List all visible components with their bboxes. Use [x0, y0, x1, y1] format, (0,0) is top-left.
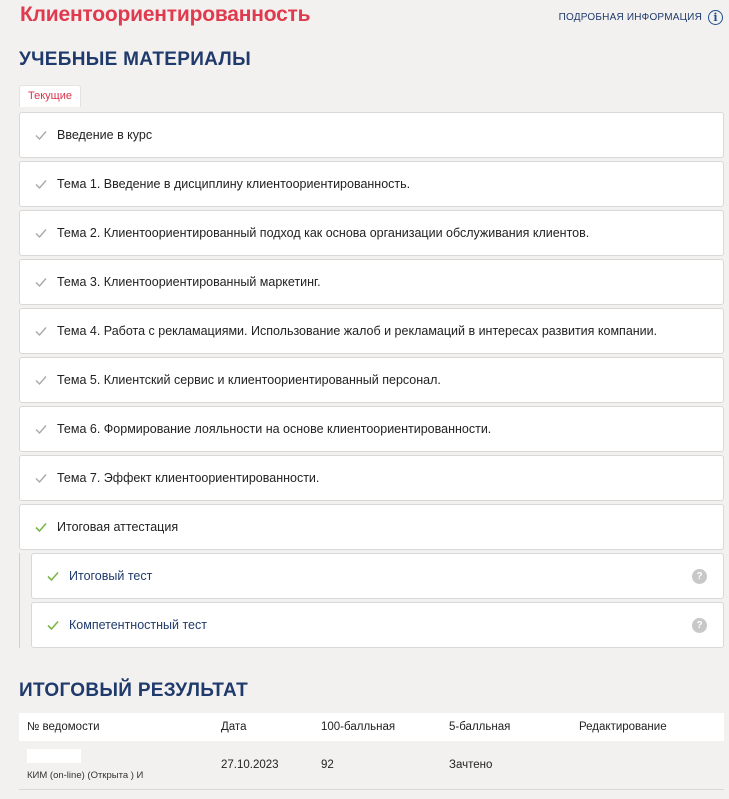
sub-item-competency-test[interactable] — [31, 602, 724, 648]
column-header-edit: Редактирование — [571, 713, 724, 741]
check-icon — [46, 569, 60, 583]
cell-sheet — [19, 741, 213, 790]
help-icon[interactable]: ? — [692, 569, 707, 584]
material-item-label: Тема 6. Формирование лояльности на основе клиентоориентированности. — [57, 422, 492, 436]
more-info-label: ПОДРОБНАЯ ИНФОРМАЦИЯ — [558, 12, 702, 23]
sheet-name: КИМ (on-line) (Открыта ) И — [27, 770, 144, 781]
check-icon — [34, 177, 48, 191]
check-icon — [34, 226, 48, 240]
column-header-sheet-number: № ведомости — [19, 713, 213, 741]
check-icon — [34, 471, 48, 485]
redacted-sheet-number — [27, 749, 81, 763]
check-icon — [34, 275, 48, 289]
final-attestation-subitems — [19, 553, 724, 648]
result-section-title: ИТОГОВЫЙ РЕЗУЛЬТАТ — [19, 680, 249, 701]
check-icon — [46, 618, 60, 632]
material-item-final-attestation[interactable] — [19, 504, 724, 550]
column-header-score-5: 5-балльная — [441, 713, 571, 741]
sub-item-label: Итоговый тест — [69, 569, 153, 583]
material-item-topic-3[interactable] — [19, 259, 724, 305]
info-circle-icon[interactable]: i — [708, 10, 723, 25]
table-header-row — [19, 713, 724, 741]
sub-item-label: Компетентностный тест — [69, 618, 207, 632]
material-item-label: Тема 3. Клиентоориентированный маркетинг. — [57, 275, 321, 289]
material-item-topic-5[interactable] — [19, 357, 724, 403]
result-table — [19, 713, 724, 790]
check-icon — [34, 422, 48, 436]
material-item-topic-6[interactable] — [19, 406, 724, 452]
material-item-topic-4[interactable] — [19, 308, 724, 354]
material-item-label: Итоговая аттестация — [57, 520, 179, 534]
material-item-label: Тема 1. Введение в дисциплину клиентоориентированность. — [57, 177, 411, 191]
material-item-intro[interactable] — [19, 112, 724, 158]
check-icon — [34, 324, 48, 338]
check-icon — [34, 520, 48, 534]
material-item-label: Тема 7. Эффект клиентоориентированности. — [57, 471, 320, 485]
material-item-topic-2[interactable] — [19, 210, 724, 256]
help-icon[interactable]: ? — [692, 618, 707, 633]
check-icon — [34, 373, 48, 387]
course-title: Клиентоориентированность — [20, 3, 311, 26]
material-item-topic-1[interactable] — [19, 161, 724, 207]
material-item-topic-7[interactable] — [19, 455, 724, 501]
cell-edit — [571, 741, 724, 790]
column-header-score-100: 100-балльная — [313, 713, 441, 741]
material-item-label: Введение в курс — [57, 128, 153, 142]
materials-list — [19, 112, 724, 651]
table-row — [19, 741, 724, 790]
more-info-link[interactable] — [559, 10, 723, 25]
materials-section-title: УЧЕБНЫЕ МАТЕРИАЛЫ — [19, 49, 251, 70]
material-item-label: Тема 5. Клиентский сервис и клиентоориентированный персонал. — [57, 373, 441, 387]
sub-item-final-test[interactable] — [31, 553, 724, 599]
material-item-label: Тема 2. Клиентоориентированный подход как основа организации обслуживания клиентов. — [57, 226, 590, 240]
cell-date: 27.10.2023 — [213, 741, 313, 790]
cell-score-100: 92 — [313, 741, 441, 790]
cell-score-5: Зачтено — [441, 741, 571, 790]
tab-current[interactable]: Текущие — [19, 85, 81, 107]
column-header-date: Дата — [213, 713, 313, 741]
check-icon — [34, 128, 48, 142]
material-item-label: Тема 4. Работа с рекламациями. Использование жалоб и рекламаций в интересах развития компании. — [57, 324, 658, 338]
